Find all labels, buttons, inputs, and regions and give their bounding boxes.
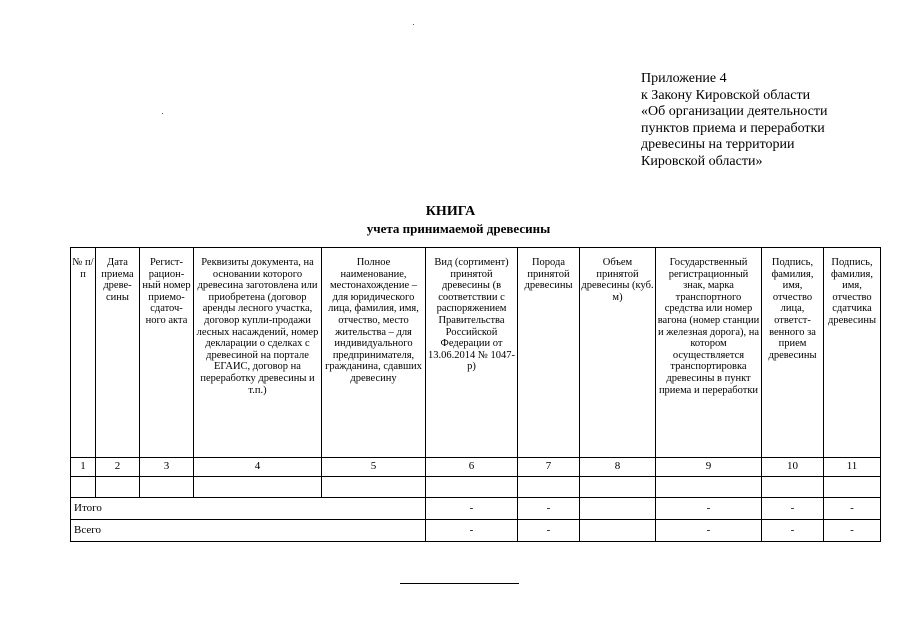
total-value: - <box>824 498 881 520</box>
header-cell: № п/п <box>71 248 96 458</box>
column-number: 3 <box>140 458 194 477</box>
column-number: 1 <box>71 458 96 477</box>
column-number: 5 <box>322 458 426 477</box>
column-number: 11 <box>824 458 881 477</box>
column-number: 2 <box>96 458 140 477</box>
scan-speck <box>413 24 414 25</box>
grand-total-value: - <box>824 520 881 542</box>
header-cell: Государственный регистрационный знак, марка транспортного средства или номер вагона (номер станции и железная дорога), на котором осуществляется транспортировка древесины в пункт приема и переработки <box>656 248 762 458</box>
total-label: Итого <box>71 498 426 520</box>
header-cell: Вид (сортимент) принятой древесины (в соответствии с распоряжением Правительства Российской Федерации от 13.06.2014 № 1047-р) <box>426 248 518 458</box>
appendix-line: Приложение 4 <box>641 71 727 86</box>
grand-total-value: - <box>762 520 824 542</box>
column-number: 10 <box>762 458 824 477</box>
book-subtitle: учета принимаемой древесины <box>366 221 551 236</box>
table-cell <box>194 477 322 498</box>
header-cell: Полное наименование, местонахождение – для юридического лица, фамилия, имя, отчество, место жительства – для индивидуального предпринимателя, гражданина, сдавших древесину <box>322 248 426 458</box>
table-cell <box>824 477 881 498</box>
appendix-note <box>641 71 871 171</box>
total-value: - <box>426 498 518 520</box>
table-cell <box>580 477 656 498</box>
grand-total-value: - <box>656 520 762 542</box>
column-number: 9 <box>656 458 762 477</box>
total-value: - <box>656 498 762 520</box>
table-cell <box>96 477 140 498</box>
empty-data-row <box>71 477 881 498</box>
table-cell <box>580 520 656 542</box>
column-number: 4 <box>194 458 322 477</box>
table-cell <box>762 477 824 498</box>
table-cell <box>71 477 96 498</box>
appendix-line: древесины на территории <box>641 137 795 153</box>
table-cell <box>140 477 194 498</box>
table-cell <box>656 477 762 498</box>
grand-total-row <box>71 520 881 542</box>
table-cell <box>426 477 518 498</box>
table-cell <box>518 477 580 498</box>
column-number: 7 <box>518 458 580 477</box>
header-cell: Реквизиты документа, на основании которого древесина заготовлена или приобретена (договор аренды лесного участка, договор купли-продажи лесных насаждений, номер декларации о сделках с древесиной на портале ЕГАИС, договор на переработку древесины и т.п.) <box>194 248 322 458</box>
table-cell <box>580 498 656 520</box>
header-cell: Подпись, фамилия, имя, отчество лица, ответст-венного за прием древесины <box>762 248 824 458</box>
grand-total-value: - <box>426 520 518 542</box>
total-value: - <box>518 498 580 520</box>
header-cell: Регист-рацион-ный номер приемо-сдаточ-ного акта <box>140 248 194 458</box>
footer-divider <box>400 583 519 584</box>
column-number: 6 <box>426 458 518 477</box>
table-cell <box>322 477 426 498</box>
book-title: КНИГА <box>425 204 476 219</box>
total-value: - <box>762 498 824 520</box>
column-number-row <box>71 458 881 477</box>
ledger-table <box>70 247 881 542</box>
appendix-line: к Закону Кировской области <box>641 87 811 103</box>
appendix-line: пунктов приема и переработки <box>641 120 825 136</box>
scan-speck <box>162 113 163 114</box>
total-row <box>71 498 881 520</box>
header-cell: Объем принятой древесины (куб. м) <box>580 248 656 458</box>
header-cell: Подпись, фамилия, имя, отчество сдатчика древесины <box>824 248 881 458</box>
header-cell: Порода принятой древесины <box>518 248 580 458</box>
header-cell: Дата приема древе-сины <box>96 248 140 458</box>
grand-total-label: Всего <box>71 520 426 542</box>
header-row <box>71 248 881 458</box>
appendix-line: «Об организации деятельности <box>641 104 828 120</box>
column-number: 8 <box>580 458 656 477</box>
appendix-line: Кировской области» <box>641 153 763 169</box>
grand-total-value: - <box>518 520 580 542</box>
